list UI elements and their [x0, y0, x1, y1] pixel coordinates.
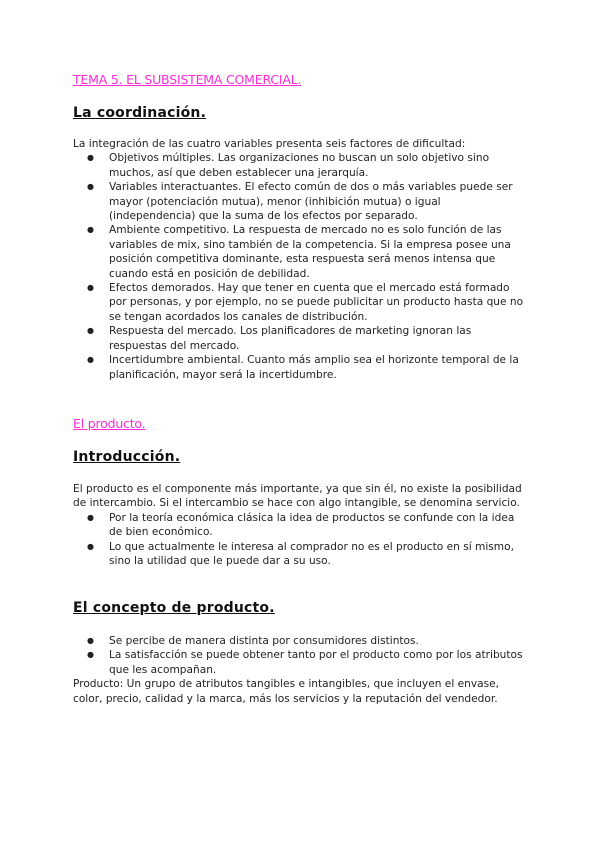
list-item: ● Se percibe de manera distinta por consumidores distintos. — [109, 634, 528, 648]
list-item: ● Efectos demorados. Hay que tener en cuenta que el mercado está formado por personas, y por ejemplo, no se puede publicitar un producto hasta que no se tengan acordados los canales de distribución. — [109, 281, 528, 324]
introduction-list — [73, 511, 528, 569]
heading-introduction: Introducción. — [73, 449, 181, 465]
introduction-section — [73, 482, 528, 568]
introduction-paragraph: El producto es el componente más importante, ya que sin él, no existe la posibilidad de intercambio. Si el intercambio se hace con algo intangible, se denomina servicio. — [73, 483, 522, 510]
heading-coordination: La coordinación. — [73, 105, 207, 121]
list-item: ● Incertidumbre ambiental. Cuanto más amplio sea el horizonte temporal de la planificación, mayor será la incertidumbre. — [109, 353, 528, 382]
document-title: TEMA 5. EL SUBSISTEMA COMERCIAL. — [73, 72, 302, 87]
list-item: ● Por la teoría económica clásica la idea de productos se confunde con la idea de bien económico. — [109, 511, 528, 540]
coordination-section — [73, 137, 528, 382]
product-definition: Producto: Un grupo de atributos tangibles e intangibles, que incluyen el envase, color, precio, calidad y la marca, más los servicios y la reputación del vendedor. — [73, 678, 500, 705]
heading-product-concept: El concepto de producto. — [73, 600, 275, 616]
concept-section — [73, 634, 528, 706]
list-item: ● Ambiente competitivo. La respuesta de mercado no es solo función de las variables de mix, sino también de la competencia. Si la empresa posee una posición competitiva dominante, esta respuesta será menos intensa que cuando está en posición de debilidad. — [109, 223, 528, 281]
list-item: ● Respuesta del mercado. Los planificadores de marketing ignoran las respuestas del mercado. — [109, 324, 528, 353]
list-item: ● Variables interactuantes. El efecto común de dos o más variables puede ser mayor (potenciación mutua), menor (inhibición mutua) o igual (independencia) que la suma de los efectos por separado. — [109, 180, 528, 223]
list-item: ● La satisfacción se puede obtener tanto por el producto como por los atributos que les acompañan. — [109, 648, 528, 677]
product-title: El producto. — [73, 416, 146, 431]
list-item: ● Objetivos múltiples. Las organizaciones no buscan un solo objetivo sino muchos, así que deben establecer una jerarquía. — [109, 151, 528, 180]
coordination-intro: La integración de las cuatro variables presenta seis factores de dificultad: — [73, 138, 466, 150]
list-item: ● Lo que actualmente le interesa al comprador no es el producto en sí mismo, sino la utilidad que le puede dar a su uso. — [109, 540, 528, 569]
concept-list — [73, 634, 528, 677]
coordination-list — [73, 151, 528, 382]
